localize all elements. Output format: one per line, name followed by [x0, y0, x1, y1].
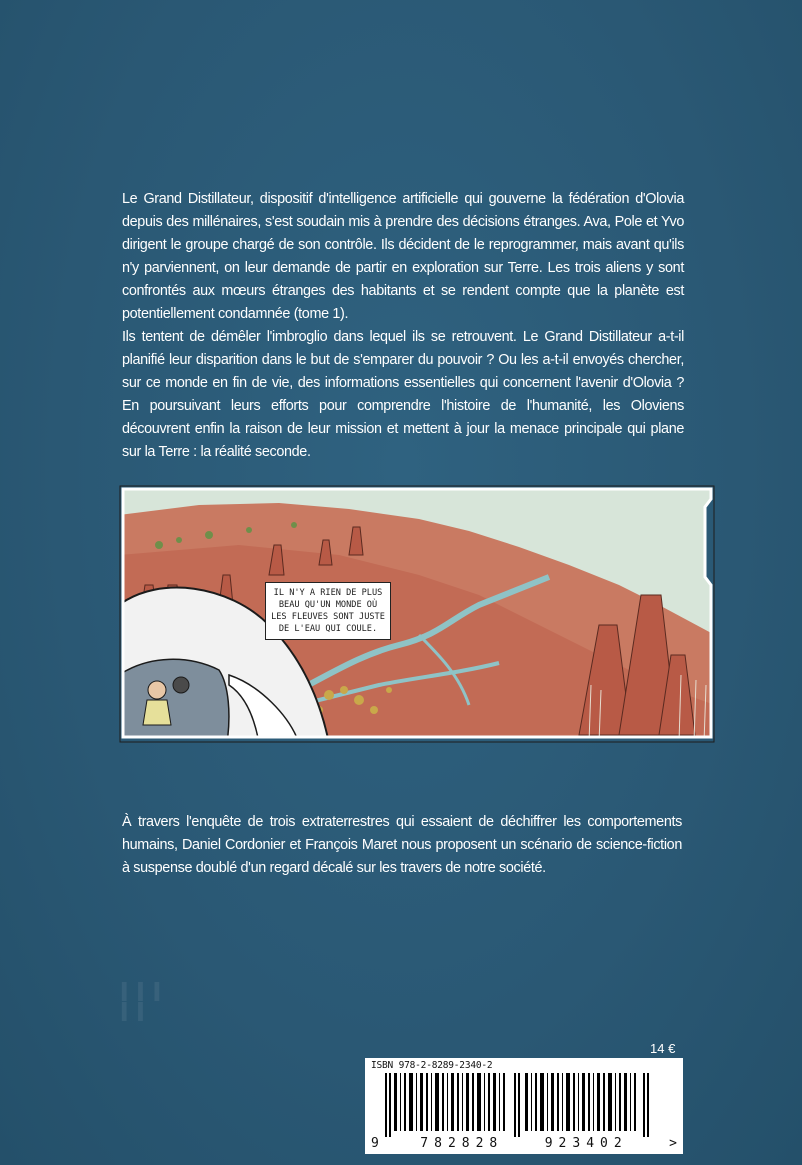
synopsis-paragraph-2: Ils tentent de démêler l'imbroglio dans lequel ils se retrouvent. Le Grand Distillateur a-t-il planifié leur disparition dans le but de s'emparer du pouvoir ? Ou les a-t-il envoyés chercher, sur ce monde en fin de vie, des informations essentielles qui concernent l'avenir d'Olovia ? En poursuivant leurs efforts pour comprendre l'histoire de l'humanité, les Oloviens découvrent enfin la raison de leur mission et mettent à jour la menace principale qui plane sur la Terre : la réalité seconde.: [122, 329, 684, 460]
pitch-text: À travers l'enquête de trois extraterrestres qui essaient de déchiffrer les comportements humains, Daniel Cordonier et François Maret nous proposent un scénario de science-fiction à suspense doublé d'un regard décalé sur les travers de notre société.: [122, 814, 682, 876]
ean-digits: [367, 1136, 681, 1151]
ean-left-group: 782828: [420, 1136, 504, 1151]
ean-first-digit: 9: [371, 1136, 379, 1151]
synopsis-paragraph-1: Le Grand Distillateur, dispositif d'intelligence artificielle qui gouverne la fédération d'Olovia depuis des millénaires, s'est soudain mis à prendre des décisions étranges. Ava, Pole et Yvo dirigent le groupe chargé de son contrôle. Ils décident de le reprogrammer, mais avant qu'ils n'y parviennent, on leur demande de partir en exploration sur Terre. Les trois aliens y sont confrontés aux mœurs étranges des habitants et se rendent compte que la planète est potentiellement condamnée (tome 1).: [122, 191, 684, 322]
comic-panel: [119, 485, 715, 743]
ean-tail: >: [669, 1136, 677, 1151]
comic-panel-illustration: [119, 485, 715, 743]
ean-right-group: 923402: [544, 1136, 628, 1151]
barcode: [365, 1058, 683, 1154]
speech-bubble: IL N'Y A RIEN DE PLUS BEAU QU'UN MONDE OÙ LES FLEUVES SONT JUSTE DE L'EAU QUI COULE.: [265, 582, 391, 640]
price: 14 €: [650, 1041, 676, 1056]
isbn-label: ISBN 978-2-8289-2340-2: [371, 1060, 493, 1071]
embossed-mark: ▍▍▍ ▍▍: [122, 984, 171, 1021]
barcode-bars: [379, 1073, 669, 1137]
synopsis: [122, 188, 684, 464]
